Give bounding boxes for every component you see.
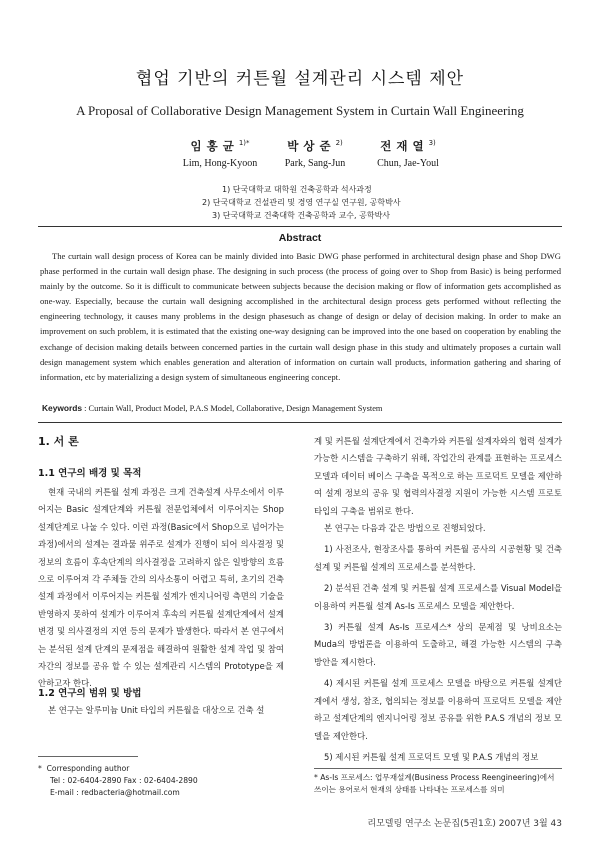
affiliation-3: 3) 단국대학교 건축대학 건축공학과 교수, 공학박사 (212, 211, 391, 220)
list-item: 3) 커튼월 설계 As-Is 프로세스* 상의 문제점 및 낭비요소는 Muda의 방법론을 이용하여 도출하고, 해결 가능한 시스템의 구축 방안을 제시한다. (314, 622, 562, 667)
author-name-en: Lim, Hong-Kyoon (182, 158, 258, 169)
paragraph-text: 본 연구는 알루미늄 Unit 타입의 커튼월을 대상으로 건축 설 (48, 705, 265, 715)
abstract-top-rule (38, 226, 562, 227)
author-marker: 3) (428, 139, 436, 148)
subsection-heading-background: 1.1 연구의 배경 및 목적 (38, 468, 142, 479)
list-item: 1) 사전조사, 현장조사를 통하여 커튼월 공사의 시공현황 및 건축 설계 및 커튼월 설계의 프로세스를 분석한다. (314, 544, 562, 572)
right-column (314, 433, 562, 766)
footnote-label: Corresponding author (46, 764, 130, 773)
author-name-ko: 임홍균 (190, 139, 239, 153)
abstract-heading: Abstract (278, 232, 322, 244)
subsection-heading-scope: 1.2 연구의 범위 및 방법 (38, 688, 142, 699)
list-item: 4) 제시된 커튼월 설계 프로세스 모델을 바탕으로 커튼월 설계단계에서 생성, 참조, 협의되는 정보를 이용하여 프로덕트 모델을 제안하고 설계단계의 엔지니어링 정보 공유를 위한 P.A.S 개념의 정보 모델을 제안한다. (314, 678, 562, 741)
paper-title-korean: 협업 기반의 커튼월 설계관리 시스템 제안 (135, 69, 465, 89)
footnote-as-is-definition: * As-Is 프로세스: 업무재설계(Business Process Reengineering)에서 쓰이는 용어로서 현재의 상태를 나타내는 프로세스를 의미 (314, 773, 555, 794)
paragraph-scope (38, 702, 284, 719)
footnote-marker: * (38, 764, 42, 773)
affiliation-1: 1) 단국대학교 대학원 건축공학과 석사과정 (222, 185, 372, 194)
footnote-corresponding-author (38, 763, 284, 799)
footnote-email: E-mail : redbacteria@hotmail.com (50, 788, 180, 797)
list-item: 5) 제시된 커튼월 설계 프로덕트 모델 및 P.A.S 개념의 정보 (324, 751, 539, 762)
author-3 (335, 138, 478, 169)
footnote-rule (38, 756, 138, 757)
author-marker: 1)* (238, 139, 250, 148)
abstract-body: The curtain wall design process of Korea can be mainly divided into Basic DWG phase performed in architectural design phase and Shop DWG phase performed in the curtain wall design phase. The designing in such process (the process of going over to Shop from Basic) is being performed mainly by the outcome. So it is difficult to communicate between subjects because the decision making or flow of information gets accomplished as one-way. Especially, because the curtain wall designing accomplished in the architectural design process gets performed without reflecting the engineering technology, it causes many problems in the design phasesuch as change of design or delay of decision making. In order to make an improvement on such problem, it is estimated that the existing one-way designing can be improved into the one based on cooperation by enabling the exchange of decision making details between concerned parties in the curtain wall design phase in this study and ultimately proposes a curtain wall design management system which enables generation and alteration of information on curtain wall products, information gathering and sharing of information, etc by materializing a design system of simultaneous engineering concept. (40, 251, 561, 382)
footnote-tel-fax: Tel : 02-6404-2890 Fax : 02-6404-2890 (50, 776, 198, 785)
abstract-bottom-rule (38, 422, 562, 423)
paragraph-background (38, 484, 284, 693)
section-heading-introduction: 1. 서 론 (38, 435, 79, 448)
paragraph-text: 현재 국내의 커튼월 설계 과정은 크게 건축설계 사무소에서 이루어지는 Basic 설계단계와 커튼월 전문업체에서 이루어지는 Shop 설계단계로 나눌 수 있다. 이런 과정(Basic에서 Shop으로 넘어가는 과정)에서의 설계는 결과물 위주로 설계가 진행이 되어 의사결정 및 정보의 흐름이 후속단계의 의사결정을 고려하지 않은 일방향의 흐름으로 이루어져 각 주체들 간의 의사소통이 어렵고 특히, 초기의 건축설계 과정에서 이루어지는 커튼월 설계가 엔지니어링 측면의 기술을 반영하지 못하여 설계가 이루어져 후속의 커튼월 설계단계에서 설계 변경 및 의사결정의 지연 등의 문제가 발생한다. 따라서 본 연구에서는 분석된 설계 단계의 문제점을 해결하여 원활한 설계 작업 및 참여자간의 정보를 공유 할 수 있는 설계관리 시스템의 Prototype을 제안하고자 한다. (38, 487, 284, 689)
author-name-en: Park, Sang-Jun (284, 158, 346, 169)
keywords-line (42, 403, 562, 413)
author-name-ko: 박상준 (287, 139, 336, 153)
list-item: 2) 분석된 건축 설계 및 커튼월 설계 프로세스를 Visual Model을 이용하여 커튼월 설계 As-Is 프로세스 모델을 제안한다. (314, 583, 562, 611)
author-marker: 2) (335, 139, 343, 148)
footnote-rule-right (314, 768, 562, 769)
author-name-en: Chun, Jae-Youl (377, 158, 439, 169)
paper-title-english: A Proposal of Collaborative Design Management System in Curtain Wall Engineering (76, 103, 524, 118)
paragraph-method-intro: 본 연구는 다음과 같은 방법으로 진행되었다. (324, 523, 486, 534)
keywords-label: Keywords (42, 403, 83, 413)
page-footer: 리모델링 연구소 논문집(5권1호) 2007년 3월 43 (367, 819, 562, 829)
paragraph-scope-continued: 계 및 커튼월 설계단계에서 건축가와 커튼월 설계자와의 협력 설계가 가능한 시스템을 구축하기 위해, 작업간의 관계를 표현하는 프로세스 모델과 데이터 베이스 구축을 목적으로 하는 프로덕트 모델을 제안하여 설계 정보의 공유 및 협력의사결정 지원이 가능한 시스템 프로토 타입의 구축을 범위로 한다. (314, 436, 562, 516)
author-name-ko: 전재열 (380, 139, 429, 153)
affiliation-2: 2) 단국대학교 건설관리 및 경영 연구실 연구원, 공학박사 (202, 198, 401, 207)
keywords-text: : Curtain Wall, Product Model, P.A.S Model, Collaborative, Design Management System (84, 404, 383, 413)
author-list (0, 138, 600, 178)
